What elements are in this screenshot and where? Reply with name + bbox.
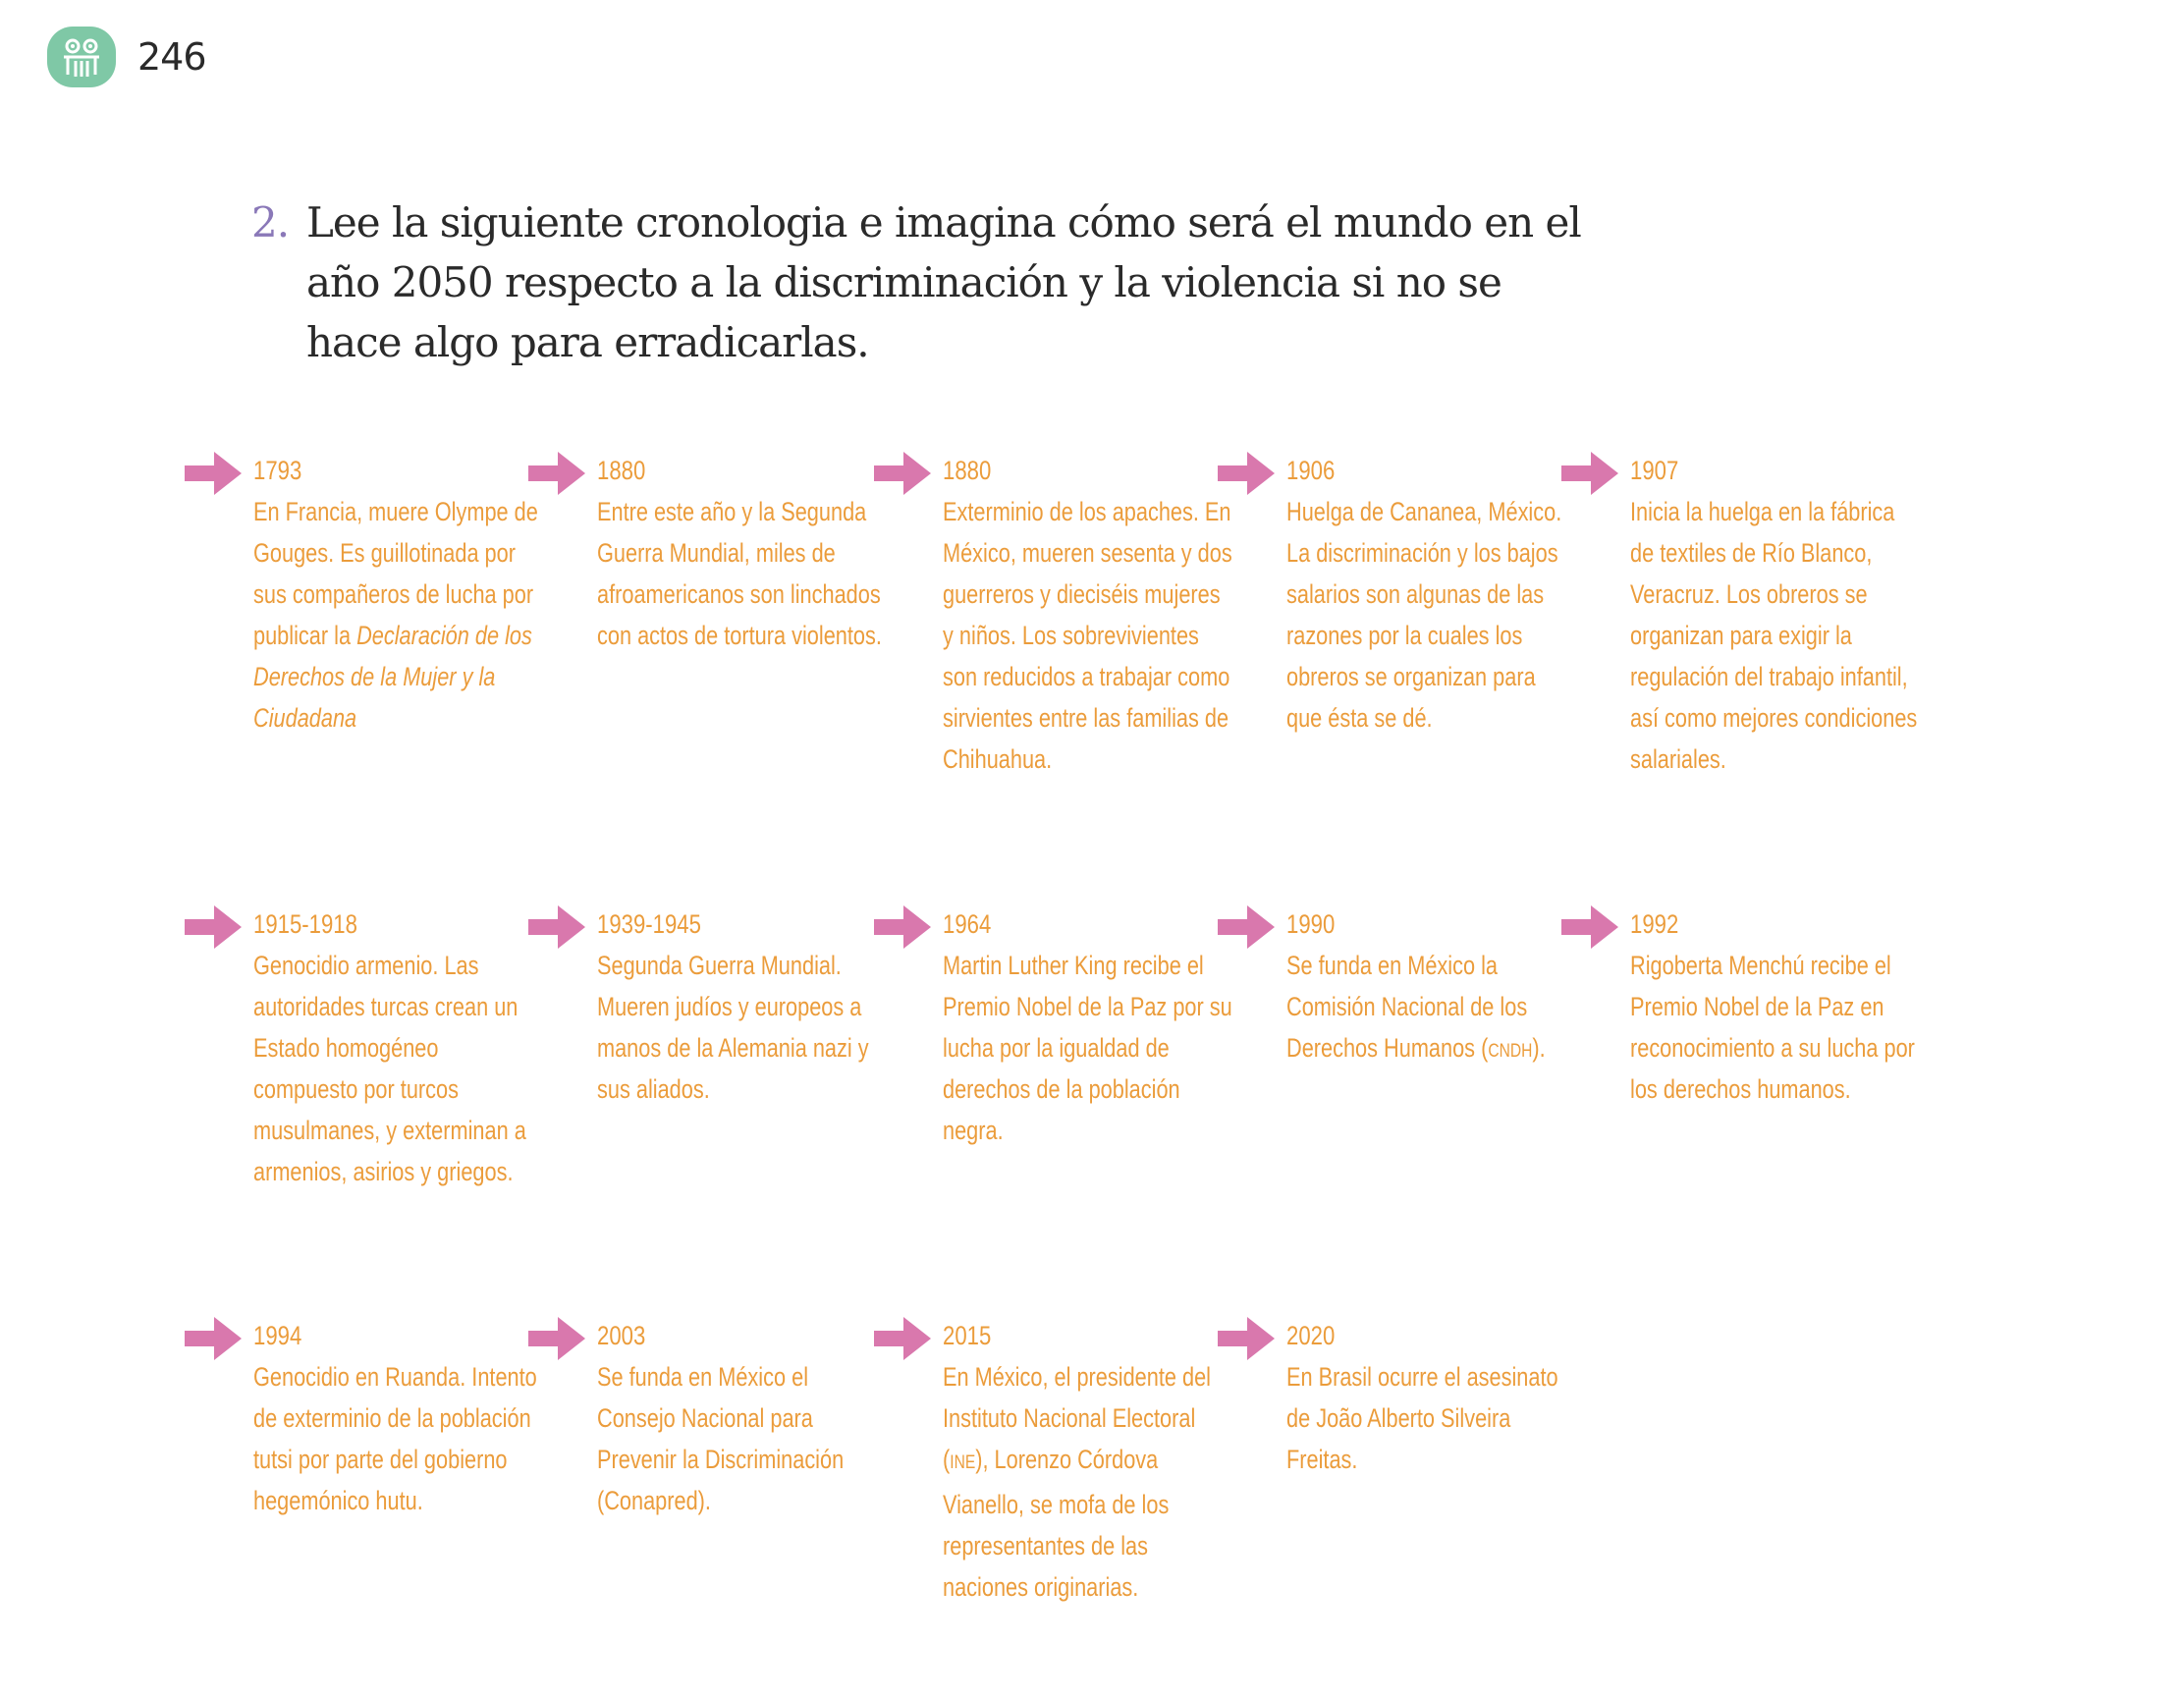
arrow-right-icon [1218, 905, 1275, 949]
timeline-year: 2015 [943, 1321, 992, 1350]
timeline-year: 2003 [597, 1321, 646, 1350]
timeline-year: 1992 [1630, 909, 1679, 939]
timeline-text: En Francia, muere Olympe de Gouges. Es guillotinada por sus compañeros de lucha por publicar la Declaración de los Derechos de la Mujer y la Ciudadana [253, 497, 538, 733]
timeline-entry [1286, 903, 1581, 1072]
instruction [251, 192, 1607, 372]
timeline-text: En México, el presidente del Instituto Nacional Electoral (INE), Lorenzo Córdova Vianello, se mofa de los representantes de las naciones originarias. [943, 1362, 1211, 1602]
timeline-text: Exterminio de los apaches. En México, mueren sesenta y dos guerreros y dieciséis mujeres y niños. Los sobrevivientes son reducidos a trabajar como sirvientes entre las familias de Chihuahua. [943, 497, 1232, 774]
timeline-year: 1964 [943, 909, 992, 939]
arrow-right-icon [1218, 1317, 1275, 1360]
timeline-text: Inicia la huelga en la fábrica de textiles de Río Blanco, Veracruz. Los obreros se organizan para exigir la regulación del trabajo infantil, así como mejores condiciones salariales. [1630, 497, 1918, 774]
timeline-year: 1907 [1630, 456, 1679, 485]
acronym: CNDH [1488, 1041, 1533, 1062]
timeline-text: Se funda en México el Consejo Nacional para Prevenir la Discriminación (Conapred). [597, 1362, 845, 1515]
arrow-right-icon [528, 452, 585, 495]
page-number: 246 [137, 35, 206, 79]
arrow-right-icon [874, 1317, 931, 1360]
timeline-entry [1630, 450, 1925, 780]
arrow-right-icon [185, 452, 242, 495]
arrow-right-icon [185, 905, 242, 949]
timeline-year: 1880 [943, 456, 992, 485]
arrow-right-icon [1561, 905, 1618, 949]
timeline-entry [253, 903, 548, 1192]
timeline-entry [597, 450, 892, 656]
timeline-entry [597, 1315, 892, 1521]
arrow-right-icon [1218, 452, 1275, 495]
timeline-year: 1793 [253, 456, 302, 485]
timeline-entry [253, 450, 548, 739]
arrow-right-icon [1561, 452, 1618, 495]
timeline-entry [1286, 1315, 1581, 1480]
timeline-entry [943, 450, 1237, 780]
instruction-text: Lee la siguiente cronologia e imagina cómo será el mundo en el año 2050 respecto a la discriminación y la violencia si no se hace algo para erradicarlas. [306, 198, 1581, 366]
timeline-text: Martin Luther King recibe el Premio Nobel de la Paz por su lucha por la igualdad de derechos de la población negra. [943, 951, 1232, 1145]
timeline-year: 1915-1918 [253, 909, 357, 939]
timeline-text: Segunda Guerra Mundial. Mueren judíos y europeos a manos de la Alemania nazi y sus aliados. [597, 951, 869, 1104]
arrow-right-icon [185, 1317, 242, 1360]
timeline-entry [1630, 903, 1925, 1110]
instruction-number: 2. [251, 198, 290, 246]
timeline-entry [597, 903, 892, 1110]
timeline-year: 2020 [1286, 1321, 1336, 1350]
arrow-right-icon [528, 905, 585, 949]
document-title: Declaración de los Derechos de la Mujer y la Ciudadana [253, 621, 532, 733]
timeline-entry [1286, 450, 1581, 739]
timeline-text: Genocidio armenio. Las autoridades turcas crean un Estado homogéneo compuesto por turcos musulmanes, y exterminan a armenios, asirios y griegos. [253, 951, 526, 1186]
timeline-year: 1880 [597, 456, 646, 485]
timeline-year: 1990 [1286, 909, 1336, 939]
timeline-text: Entre este año y la Segunda Guerra Mundial, miles de afroamericanos son linchados con actos de tortura violentos. [597, 497, 882, 650]
timeline-year: 1906 [1286, 456, 1336, 485]
timeline-text: Rigoberta Menchú recibe el Premio Nobel de la Paz en reconocimiento a su lucha por los derechos humanos. [1630, 951, 1915, 1104]
arrow-right-icon [528, 1317, 585, 1360]
timeline-year: 1939-1945 [597, 909, 701, 939]
arrow-right-icon [874, 452, 931, 495]
timeline-year: 1994 [253, 1321, 302, 1350]
acronym: INE [950, 1452, 976, 1473]
timeline-entry [253, 1315, 548, 1521]
timeline-text: Genocidio en Ruanda. Intento de exterminio de la población tutsi por parte del gobierno hegemónico hutu. [253, 1362, 537, 1515]
timeline-text: Huelga de Cananea, México. La discriminación y los bajos salarios son algunas de las razones por la cuales los obreros se organizan para que ésta se dé. [1286, 497, 1562, 733]
timeline-entry [943, 1315, 1237, 1608]
timeline-text: En Brasil ocurre el asesinato de João Alberto Silveira Freitas. [1286, 1362, 1558, 1474]
timeline-text: Se funda en México la Comisión Nacional de los Derechos Humanos (CNDH). [1286, 951, 1546, 1063]
page-header [47, 26, 206, 88]
aztec-glyph-icon [47, 27, 116, 87]
timeline-entry [943, 903, 1237, 1151]
arrow-right-icon [874, 905, 931, 949]
